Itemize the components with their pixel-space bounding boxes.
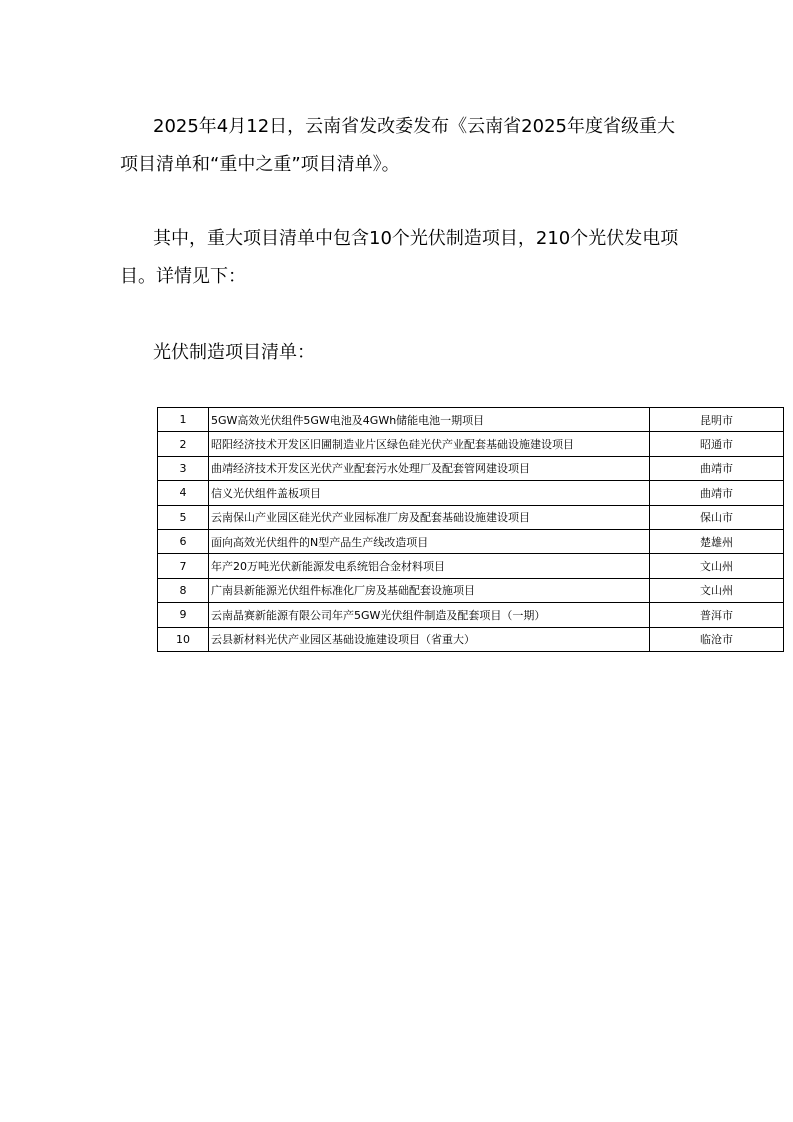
table-row — [158, 603, 784, 627]
project-city: 临沧市 — [650, 627, 784, 651]
project-number: 2 — [158, 432, 209, 456]
project-name: 云南晶赛新能源有限公司年产5GW光伏组件制造及配套项目（一期） — [209, 603, 650, 627]
project-name: 面向高效光伏组件的N型产品生产线改造项目 — [209, 529, 650, 553]
table-row — [158, 408, 784, 432]
project-city: 昆明市 — [650, 408, 784, 432]
project-number: 4 — [158, 481, 209, 505]
project-table-body — [158, 408, 784, 652]
project-number: 1 — [158, 408, 209, 432]
project-number: 9 — [158, 603, 209, 627]
table-row — [158, 529, 784, 553]
table-row — [158, 578, 784, 602]
project-number: 7 — [158, 554, 209, 578]
table-row — [158, 627, 784, 651]
project-name: 昭阳经济技术开发区旧圃制造业片区绿色硅光伏产业配套基础设施建设项目 — [209, 432, 650, 456]
project-city: 文山州 — [650, 578, 784, 602]
project-number: 3 — [158, 456, 209, 480]
project-number: 10 — [158, 627, 209, 651]
summary-paragraph: 其中，重大项目清单中包含10个光伏制造项目，210个光伏发电项目。详情见下： — [120, 228, 679, 287]
project-city: 文山州 — [650, 554, 784, 578]
project-name: 云县新材料光伏产业园区基础设施建设项目（省重大） — [209, 627, 650, 651]
table-row — [158, 481, 784, 505]
project-number: 6 — [158, 529, 209, 553]
table-row — [158, 505, 784, 529]
project-number: 5 — [158, 505, 209, 529]
intro-paragraph: 2025年4月12日，云南省发改委发布《云南省2025年度省级重大项目清单和“重中之重”项目清单》。 — [120, 116, 675, 175]
list-heading: 光伏制造项目清单： — [153, 342, 315, 363]
table-row — [158, 432, 784, 456]
project-name: 5GW高效光伏组件5GW电池及4GWh储能电池一期项目 — [209, 408, 650, 432]
project-city: 曲靖市 — [650, 456, 784, 480]
project-city: 普洱市 — [650, 603, 784, 627]
table-row — [158, 456, 784, 480]
project-name: 云南保山产业园区硅光伏产业园标准厂房及配套基础设施建设项目 — [209, 505, 650, 529]
project-number: 8 — [158, 578, 209, 602]
project-name: 曲靖经济技术开发区光伏产业配套污水处理厂及配套管网建设项目 — [209, 456, 650, 480]
project-table — [157, 407, 784, 652]
project-city: 昭通市 — [650, 432, 784, 456]
project-name: 年产20万吨光伏新能源发电系统铝合金材料项目 — [209, 554, 650, 578]
project-city: 保山市 — [650, 505, 784, 529]
project-name: 信义光伏组件盖板项目 — [209, 481, 650, 505]
project-name: 广南县新能源光伏组件标准化厂房及基础配套设施项目 — [209, 578, 650, 602]
project-city: 曲靖市 — [650, 481, 784, 505]
project-city: 楚雄州 — [650, 529, 784, 553]
table-row — [158, 554, 784, 578]
